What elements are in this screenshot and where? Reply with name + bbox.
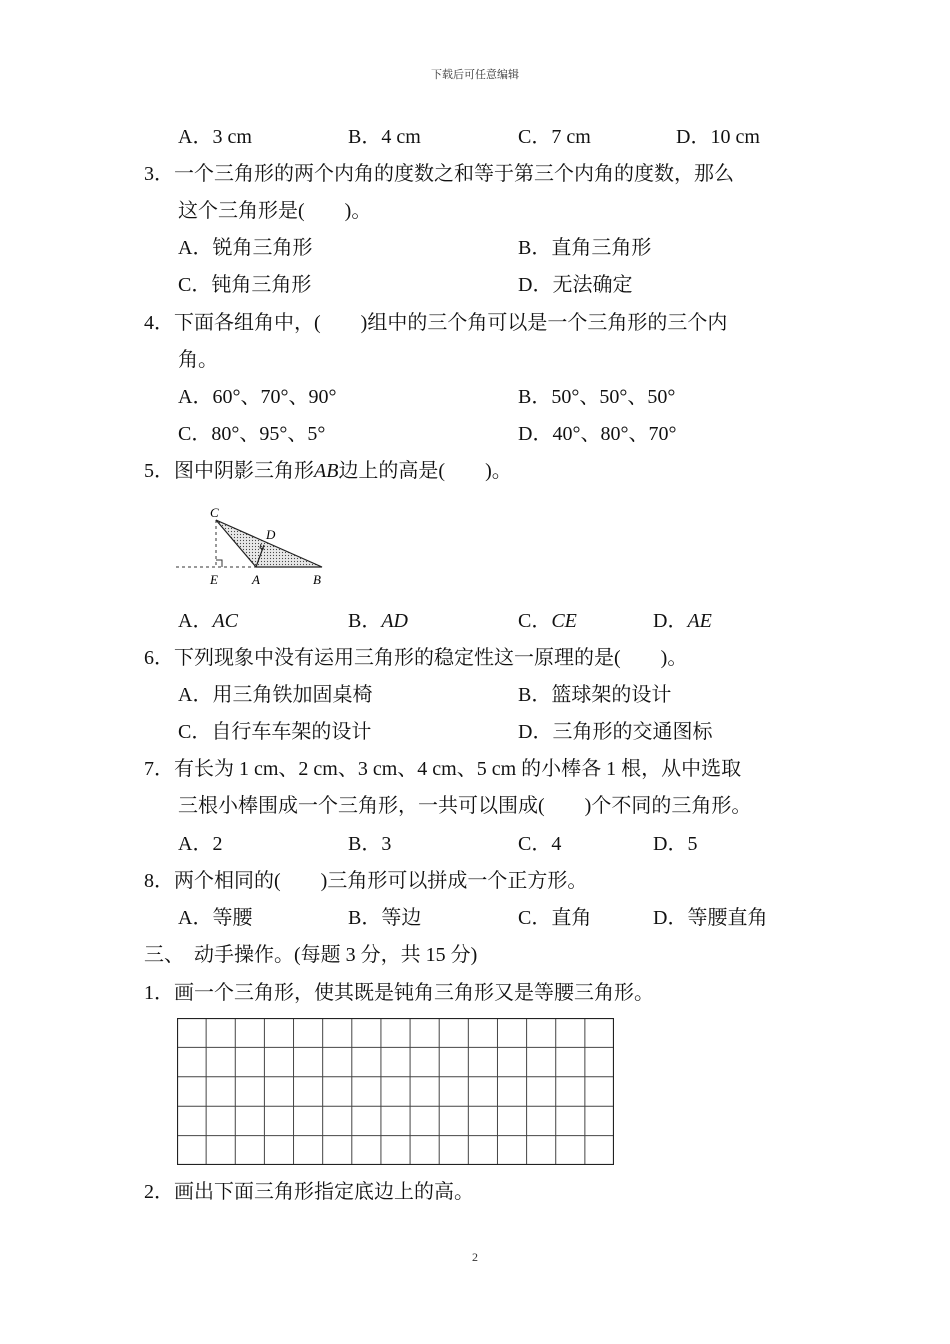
q2-option-a: A．3 cm <box>178 126 252 148</box>
label-b: B <box>313 572 321 587</box>
q3-line1: 3．一个三角形的两个内角的度数之和等于第三个内角的度数，那么 <box>144 163 734 185</box>
q8-option-d: D．等腰直角 <box>653 907 768 929</box>
q5-option-d-letter: D． <box>653 610 688 632</box>
q7-option-b: B．3 <box>348 833 392 855</box>
task-2: 2．画出下面三角形指定底边上的高。 <box>144 1181 474 1203</box>
q6-option-c: C．自行车车架的设计 <box>178 721 372 743</box>
q4-option-b: B．50°、50°、50° <box>518 386 676 408</box>
q3-option-d: D．无法确定 <box>518 274 633 296</box>
q2-option-d: D．10 cm <box>676 126 760 148</box>
label-c: C <box>210 505 219 520</box>
q5-option-c <box>518 609 577 633</box>
q5-stem <box>144 459 512 483</box>
q5-option-d <box>653 609 712 633</box>
q6-option-a: A．用三角铁加固桌椅 <box>178 684 373 706</box>
q5-option-b-value: AD <box>381 610 409 632</box>
q5-option-b <box>348 609 408 633</box>
task-1: 1．画一个三角形，使其既是钝角三角形又是等腰三角形。 <box>144 982 654 1004</box>
q2-option-c: C．7 cm <box>518 126 591 148</box>
q2-option-b: B．4 cm <box>348 126 421 148</box>
label-e: E <box>210 572 218 587</box>
q4-line2: 角。 <box>178 349 218 371</box>
q7-option-c: C．4 <box>518 833 562 855</box>
q8-option-c: C．直角 <box>518 907 592 929</box>
q5-option-a-value: AC <box>212 610 239 632</box>
q5-option-a <box>178 609 238 633</box>
q8-option-a: A．等腰 <box>178 907 253 929</box>
grid-border <box>178 1019 614 1165</box>
q5-option-c-letter: C． <box>518 610 552 632</box>
label-d: D <box>266 527 276 542</box>
page-header: 下载后可任意编辑 <box>431 69 519 81</box>
q5-option-d-value: AE <box>687 610 712 632</box>
q4-option-a: A．60°、70°、90° <box>178 386 337 408</box>
q3-option-a: A．锐角三角形 <box>178 237 313 259</box>
q7-option-a: A．2 <box>178 833 223 855</box>
q4-option-c: C．80°、95°、5° <box>178 423 326 445</box>
q5-stem-prefix: 5．图中阴影三角形 <box>144 460 314 482</box>
q4-line1: 4．下面各组角中，( )组中的三个角可以是一个三角形的三个内 <box>144 312 728 334</box>
q5-option-c-value: CE <box>551 610 577 632</box>
q8-option-b: B．等边 <box>348 907 422 929</box>
q7-option-d: D．5 <box>653 833 698 855</box>
q8-line1: 8．两个相同的( )三角形可以拼成一个正方形。 <box>144 870 588 892</box>
q6-line1: 6．下列现象中没有运用三角形的稳定性这一原理的是( )。 <box>144 647 688 669</box>
q5-segment: AB <box>314 460 339 482</box>
q3-option-c: C．钝角三角形 <box>178 274 312 296</box>
right-angle-mark-e <box>216 560 222 567</box>
q7-line1: 7．有长为 1 cm、2 cm、3 cm、4 cm、5 cm 的小棒各 1 根，从中选取 <box>144 758 742 780</box>
q5-option-a-letter: A． <box>178 610 213 632</box>
q3-option-b: B．直角三角形 <box>518 237 652 259</box>
q3-line2: 这个三角形是( )。 <box>178 200 372 222</box>
q4-option-d: D．40°、80°、70° <box>518 423 677 445</box>
q6-option-d: D．三角形的交通图标 <box>518 721 713 743</box>
q7-line2: 三根小棒围成一个三角形，一共可以围成( )个不同的三角形。 <box>178 795 752 817</box>
page-number: 2 <box>472 1250 478 1264</box>
label-a: A <box>252 572 260 587</box>
drawing-grid[interactable] <box>177 1018 614 1165</box>
q6-option-b: B．篮球架的设计 <box>518 684 672 706</box>
section-3-title: 三、 动手操作。(每题 3 分，共 15 分) <box>144 944 478 966</box>
q5-stem-suffix: 边上的高是( )。 <box>338 460 512 482</box>
q5-option-b-letter: B． <box>348 610 382 632</box>
triangle-figure <box>170 500 340 596</box>
